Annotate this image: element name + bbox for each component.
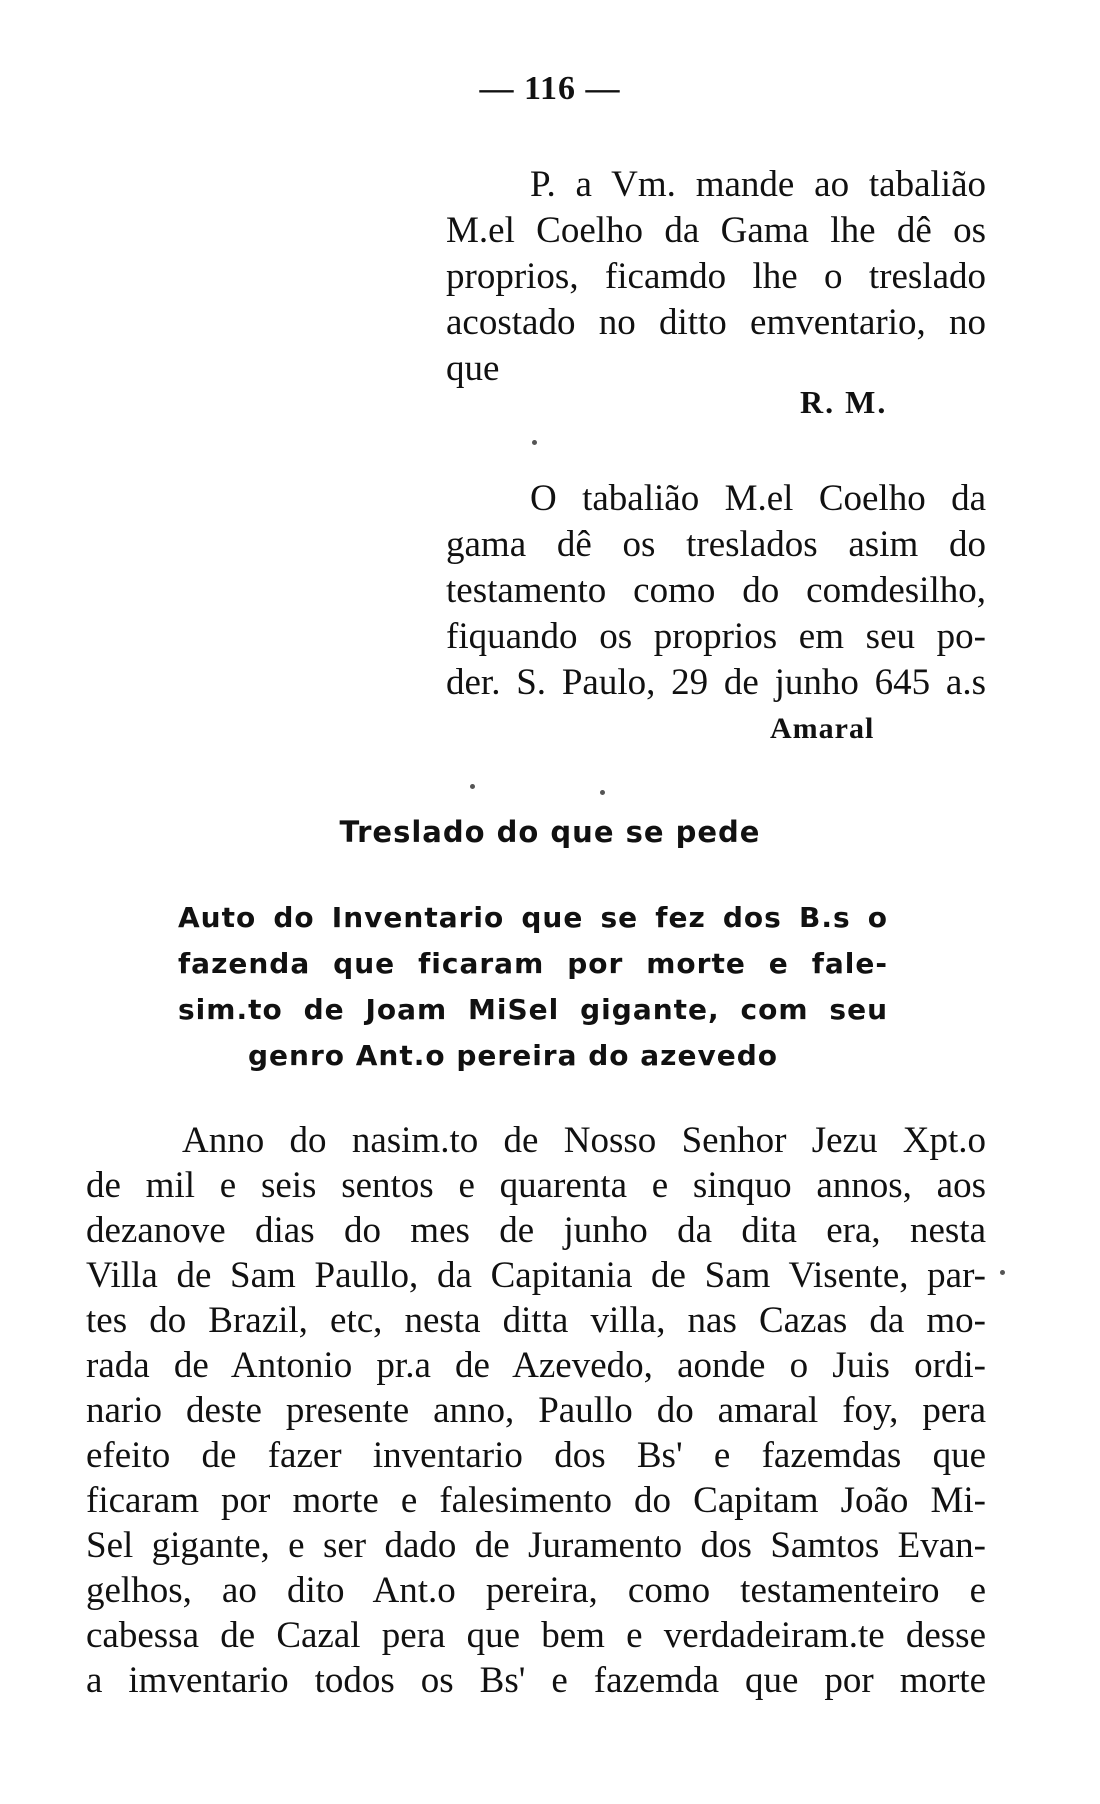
- dispatch-line: gama dê os treslados asim do: [446, 524, 986, 565]
- print-speck: [532, 440, 537, 445]
- subheading-line: Auto do Inventario que se fez dos B.s o: [178, 901, 888, 934]
- subheading-line: genro Ant.o pereira do azevedo: [248, 1039, 778, 1072]
- section-subheading: [178, 895, 888, 1079]
- petition-initials: R. M.: [800, 384, 888, 420]
- main-text-line: dezanove dias do mes de junho da dita era, nesta: [86, 1210, 986, 1251]
- page-number: — 116 —: [479, 70, 621, 107]
- dispatch-line: O tabalião M.el Coelho da: [530, 478, 986, 519]
- main-text-line: cabessa de Cazal pera que bem e verdadeiram.te desse: [86, 1615, 986, 1656]
- subheading-line: fazenda que ficaram por morte e fale-: [178, 947, 888, 980]
- petition-line: P. a Vm. mande ao tabalião: [530, 164, 986, 205]
- petition-line: M.el Coelho da Gama lhe dê os: [446, 210, 986, 251]
- petition-line: que: [446, 348, 500, 389]
- main-text-line: rada de Antonio pr.a de Azevedo, aonde o Juis ordi-: [86, 1345, 986, 1386]
- main-text-line: nario deste presente anno, Paullo do amaral foy, pera: [86, 1390, 986, 1431]
- dispatch-line: der. S. Paulo, 29 de junho 645 a.s: [446, 662, 986, 703]
- main-text-line: tes do Brazil, etc, nesta ditta villa, nas Cazas da mo-: [86, 1300, 986, 1341]
- print-speck: [470, 784, 475, 789]
- subheading-line: sim.to de Joam MiSel gigante, com seu: [178, 993, 888, 1026]
- petition-line: acostado no ditto emventario, no: [446, 302, 986, 343]
- main-text-line: a imventario todos os Bs' e fazemda que por morte: [86, 1660, 986, 1701]
- dispatch-line: testamento como do comdesilho,: [446, 570, 986, 611]
- dispatch-signature: Amaral: [770, 712, 875, 745]
- main-text-line: de mil e seis sentos e quarenta e sinquo annos, aos: [86, 1165, 986, 1206]
- main-text-line: efeito de fazer inventario dos Bs' e fazemdas que: [86, 1435, 986, 1476]
- main-text-line: gelhos, ao dito Ant.o pereira, como testamenteiro e: [86, 1570, 986, 1611]
- main-text-line: ficaram por morte e falesimento do Capitam João Mi-: [86, 1480, 986, 1521]
- main-text-line: Anno do nasim.to de Nosso Senhor Jezu Xpt.o: [182, 1120, 986, 1161]
- main-text-line: Sel gigante, e ser dado de Juramento dos Samtos Evan-: [86, 1525, 986, 1566]
- section-heading: Treslado do que se pede: [339, 815, 761, 849]
- petition-line: proprios, ficamdo lhe o treslado: [446, 256, 986, 297]
- main-text-line: Villa de Sam Paullo, da Capitania de Sam Visente, par-: [86, 1255, 986, 1296]
- main-paragraph: [86, 1118, 986, 1703]
- dispatch-paragraph: [446, 476, 986, 706]
- dispatch-line: fiquando os proprios em seu po-: [446, 616, 986, 657]
- petition-paragraph: [446, 162, 986, 392]
- print-speck: [600, 790, 605, 795]
- print-speck: [1000, 1270, 1005, 1275]
